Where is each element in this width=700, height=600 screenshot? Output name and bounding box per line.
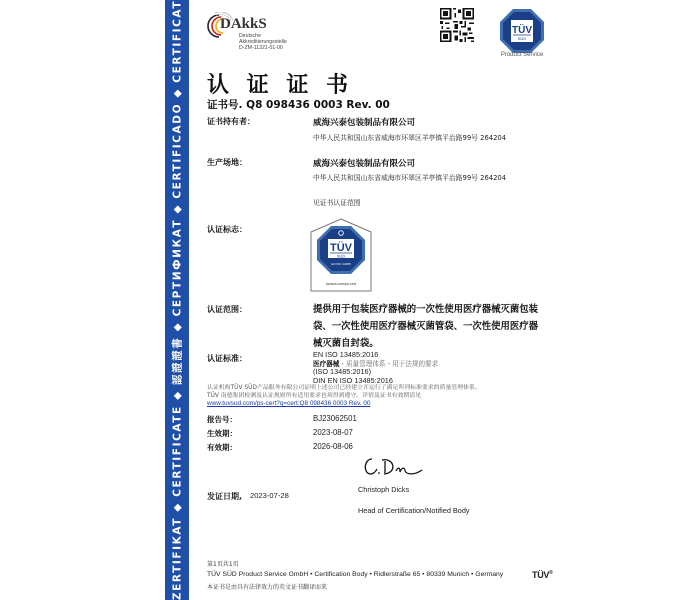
svg-text:TÜV: TÜV: [330, 242, 352, 254]
certificate-side-band: [165, 0, 189, 600]
report-label: 报告号：: [207, 415, 237, 424]
qr-code-icon: [440, 8, 474, 42]
standard-line-3: (ISO 13485:2016): [313, 367, 372, 377]
signatory-name: Christoph Dicks: [358, 485, 410, 494]
dakks-line2: Akkreditierungsstelle: [239, 39, 287, 45]
standard-line-2-bold: 医疗器械: [313, 359, 340, 368]
footer-address: TÜV SÜD Product Service GmbH • Certification Body • Ridlerstraße 65 • 80339 Munich • Germany: [207, 571, 504, 578]
dakks-name: DAkkS: [220, 16, 267, 32]
production-site-address: 中华人民共和国山东省威海市环翠区羊亭镇平治路99号 264204: [313, 174, 507, 182]
svg-text:TÜV: TÜV: [512, 25, 532, 36]
production-site-label: 生产场地：: [207, 158, 247, 167]
band-text: ZERTIFIKAT ◆ CERTIFICATE ◆ 認證證書 ◆ СЕРТИФИКАТ ◆ CERTIFICADO ◆ CERTIFICAT: [171, 0, 184, 600]
holder-label: 证书持有者：: [207, 117, 255, 126]
svg-text:EN ISO 13485: EN ISO 13485: [331, 262, 351, 266]
signatory-title: Head of Certification/Notified Body: [358, 506, 470, 515]
tuv-caption: Product Service: [500, 52, 544, 58]
standard-line-2-rest: - 质量管理体系 - 用于法规的要求: [339, 359, 439, 368]
valid-until-value: 2026-08-06: [313, 442, 353, 451]
certificate-verification-link[interactable]: www.tuvsud.com/ps-cert?q=cert:Q8 098436 0003 Rev. 00: [207, 400, 371, 407]
tuv-certification-mark-icon: [309, 218, 373, 292]
footer-tuv-brand: [532, 570, 553, 580]
holder-address: 中华人民共和国山东省威海市环翠区羊亭镇平治路99号 264204: [313, 134, 507, 142]
dakks-line1: Deutsche: [239, 33, 261, 39]
production-site-name: 威海兴泰包装制品有限公司: [313, 159, 416, 169]
holder-name: 威海兴泰包装制品有限公司: [313, 118, 416, 128]
report-value: BJ23062501: [313, 414, 357, 423]
tuv-sud-logo-icon: [499, 8, 545, 54]
page-indicator: 第1页共1页: [207, 561, 239, 568]
effective-label: 生效期：: [207, 429, 237, 438]
certification-note: [207, 384, 527, 408]
effective-value: 2023-08-07: [313, 428, 353, 437]
standard-line-4: DIN EN ISO 13485:2016: [313, 375, 393, 385]
dakks-subtitle: [239, 33, 287, 51]
standard-line-1: EN ISO 13485:2016: [313, 350, 379, 359]
issue-date-label: 发证日期,: [207, 492, 243, 501]
svg-text:tuvsud.com/ps-cert: tuvsud.com/ps-cert: [325, 282, 357, 286]
certificate-number: 证书号. Q8 098436 0003 Rev. 00: [207, 99, 390, 111]
mark-label: 认证标志：: [207, 225, 247, 234]
svg-text:SÜD: SÜD: [336, 253, 346, 259]
footer-brand-text: TÜV: [532, 570, 550, 580]
dakks-line3: D-ZM-11321-01-00: [239, 45, 283, 51]
signature-icon: [360, 453, 430, 485]
standards-list: [313, 351, 438, 385]
issue-date-value: 2023-07-28: [250, 491, 289, 500]
page-title: 认 证 证 书: [207, 73, 353, 98]
note-line-1: 认证机构TÜV SÜD产品服务有限公司证明上述公司已经建立并运行了满足所列标准要求的质量管理体系。: [207, 385, 481, 391]
scope-label: 认证范围：: [207, 305, 247, 314]
registered-mark: ®: [549, 570, 553, 576]
production-site-note: 见证书认证范围: [313, 199, 361, 207]
note-line-2: TÜV 南德集团检测及认证规则所有适用要求也须得到遵守。详情及证书有效期请见: [207, 393, 422, 399]
footer-translation-note: 本证书是由具有法律效力的英文证书翻译而来: [207, 584, 328, 591]
valid-until-label: 有效期：: [207, 443, 237, 452]
scope-text: 提供用于包装医疗器械的一次性使用医疗器械灭菌包装袋、一次性使用医疗器械灭菌管袋、一次性使用医疗器械灭菌自封袋。: [313, 304, 539, 349]
dakks-logo: [205, 10, 295, 52]
svg-text:SÜD: SÜD: [517, 36, 527, 41]
standards-label: 认证标准：: [207, 354, 247, 363]
